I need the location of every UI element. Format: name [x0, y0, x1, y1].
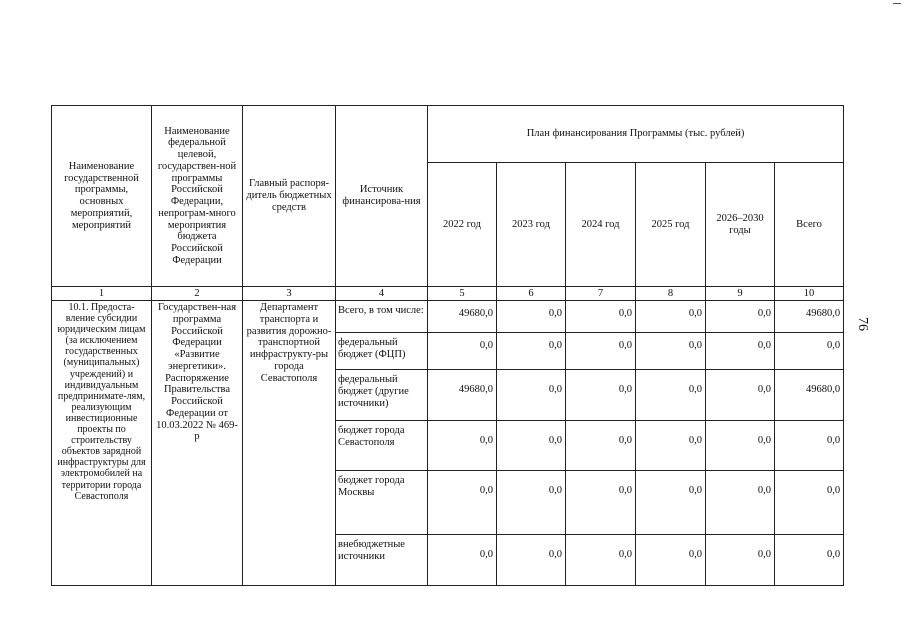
column-number: 4	[336, 287, 428, 301]
table-row	[52, 301, 844, 333]
value-2024: 0,0	[566, 370, 636, 421]
column-number: 2	[152, 287, 243, 301]
value-2026-2030: 0,0	[706, 471, 775, 535]
value-2025: 0,0	[636, 421, 706, 471]
column-number: 7	[566, 287, 636, 301]
measure-name: 10.1. Предоста-вление субсидии юридическим лицам (за исключением государственных (муниципальных) учреждений) и индивидуальным предпринимате-лям, реализующим инвестиционные проекты по строительству объектов зарядной инфраструктуры для электромобилей на территории города Севастополя	[52, 301, 152, 586]
value-2023: 0,0	[497, 535, 566, 586]
column-number-row	[52, 287, 844, 301]
value-total: 0,0	[775, 333, 844, 370]
value-2023: 0,0	[497, 421, 566, 471]
value-total: 0,0	[775, 471, 844, 535]
value-2022: 0,0	[428, 333, 497, 370]
value-2025: 0,0	[636, 535, 706, 586]
funding-source: федеральный бюджет (другие источники)	[336, 370, 428, 421]
column-number: 3	[243, 287, 336, 301]
value-2024: 0,0	[566, 301, 636, 333]
header-main-manager: Главный распоря-дитель бюджетных средств	[243, 106, 336, 287]
column-number: 10	[775, 287, 844, 301]
header-program-name: Наименование государственной программы, основных мероприятий, мероприятий	[52, 106, 152, 287]
header-row-1	[52, 106, 844, 163]
value-2023: 0,0	[497, 471, 566, 535]
corner-mark	[893, 3, 901, 4]
header-year-2025: 2025 год	[636, 163, 706, 287]
value-2026-2030: 0,0	[706, 535, 775, 586]
value-2022: 0,0	[428, 421, 497, 471]
value-2026-2030: 0,0	[706, 333, 775, 370]
header-year-2026-2030: 2026–2030 годы	[706, 163, 775, 287]
main-manager-name: Департамент транспорта и развития дорожно-транспортной инфраструкту-ры города Севастополя	[243, 301, 336, 586]
value-2023: 0,0	[497, 301, 566, 333]
value-2024: 0,0	[566, 471, 636, 535]
value-2026-2030: 0,0	[706, 370, 775, 421]
value-2025: 0,0	[636, 301, 706, 333]
header-federal-program: Наименование федеральной целевой, государствен-ной программы Российской Федерации, непрограм-много мероприятия бюджета Российской Федерации	[152, 106, 243, 287]
column-number: 1	[52, 287, 152, 301]
header-financing-plan: План финансирования Программы (тыс. рублей)	[428, 106, 844, 163]
header-funding-source: Источник финансирова-ния	[336, 106, 428, 287]
value-2022: 0,0	[428, 471, 497, 535]
value-2024: 0,0	[566, 535, 636, 586]
page-number: 76	[855, 317, 870, 331]
value-2022: 49680,0	[428, 370, 497, 421]
value-2025: 0,0	[636, 471, 706, 535]
funding-source: бюджет города Севастополя	[336, 421, 428, 471]
value-total: 0,0	[775, 421, 844, 471]
header-year-2023: 2023 год	[497, 163, 566, 287]
value-2026-2030: 0,0	[706, 301, 775, 333]
value-2023: 0,0	[497, 333, 566, 370]
value-2024: 0,0	[566, 421, 636, 471]
funding-source: федеральный бюджет (ФЦП)	[336, 333, 428, 370]
funding-source: Всего, в том числе:	[336, 301, 428, 333]
value-2023: 0,0	[497, 370, 566, 421]
funding-source: бюджет города Москвы	[336, 471, 428, 535]
value-total: 49680,0	[775, 301, 844, 333]
column-number: 8	[636, 287, 706, 301]
value-total: 49680,0	[775, 370, 844, 421]
federal-program-name: Государствен-ная программа Российской Федерации «Развитие энергетики». Распоряжение Правительства Российской Федерации от 10.03.2022 № 469-р	[152, 301, 243, 586]
financing-table	[51, 105, 844, 586]
value-2026-2030: 0,0	[706, 421, 775, 471]
column-number: 6	[497, 287, 566, 301]
value-total: 0,0	[775, 535, 844, 586]
value-2024: 0,0	[566, 333, 636, 370]
column-number: 9	[706, 287, 775, 301]
value-2025: 0,0	[636, 333, 706, 370]
header-year-2022: 2022 год	[428, 163, 497, 287]
value-2022: 49680,0	[428, 301, 497, 333]
column-number: 5	[428, 287, 497, 301]
value-2025: 0,0	[636, 370, 706, 421]
value-2022: 0,0	[428, 535, 497, 586]
funding-source: внебюджетные источники	[336, 535, 428, 586]
header-total: Всего	[775, 163, 844, 287]
header-year-2024: 2024 год	[566, 163, 636, 287]
